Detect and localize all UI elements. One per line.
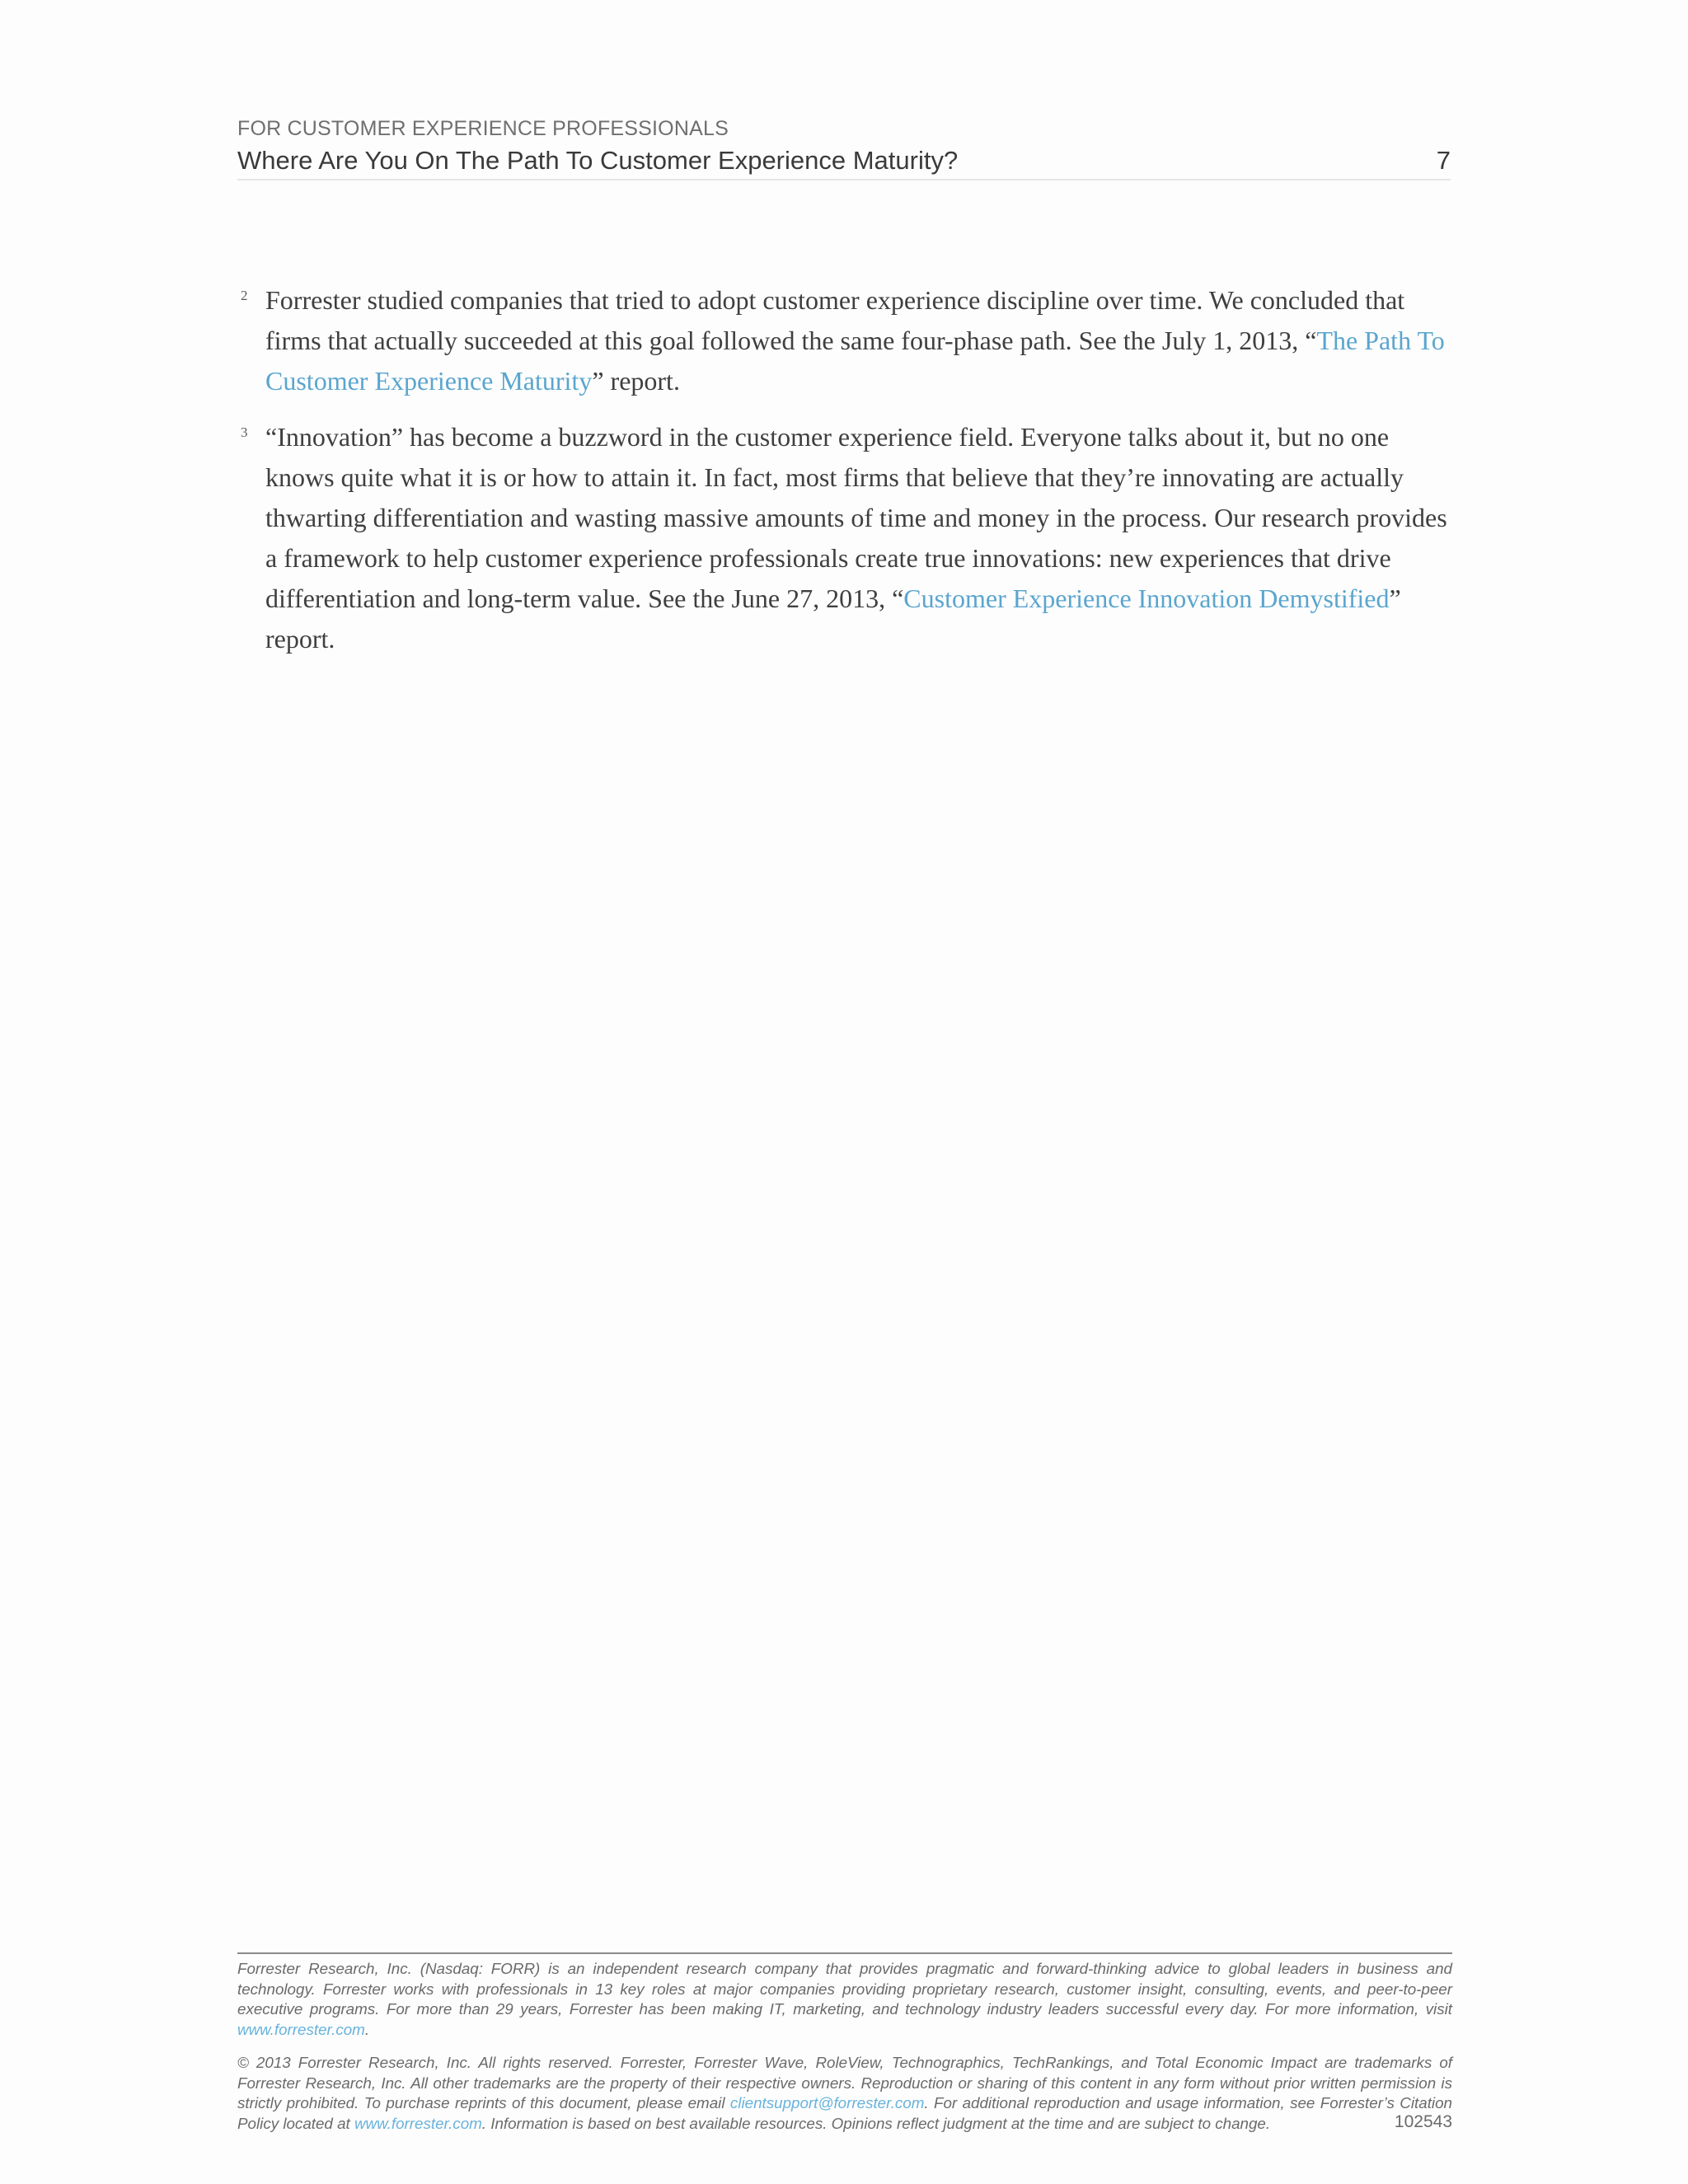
copyright-notice	[237, 2053, 1452, 2134]
title-row	[237, 144, 1451, 180]
copyright-text-end: . Information is based on best available resources. Opinions reflect judgment at the time and are subject to change.	[481, 2114, 1271, 2132]
endnote-text: Forrester studied companies that tried to adopt customer experience discipline over time. We concluded that firms that actually succeeded at this goal followed the same four-phase path. See the July 1, 2013, “	[265, 285, 1405, 355]
document-title: Where Are You On The Path To Customer Experience Maturity?	[237, 146, 959, 175]
report-link-path-to-cx-maturity[interactable]: The Path To Customer Experience Maturity	[265, 326, 1445, 396]
document-id: 102543	[1394, 2111, 1452, 2131]
about-forrester	[237, 1959, 1452, 2040]
copyright-text: © 2013 Forrester Research, Inc. All rights reserved. Forrester, Forrester Wave, RoleView, Technographics, TechRankings, and Total Economic Impact are trademarks of Forrester Research, Inc. All other trademarks are the property of their respective owners. Reproduction or sharing of this content in any form without prior written permission is strictly prohibited. To purchase reprints of this document, please email	[237, 2054, 1452, 2111]
endnote-text: “Innovation” has become a buzzword in the customer experience field. Everyone talks about it, but no one knows quite what it is or how to attain it. In fact, most firms that believe that they’re innovating are actually thwarting differentiation and wasting massive amounts of time and money in the process. Our research provides a framework to help customer experience professionals create true innovations: new experiences that drive differentiation and long-term value. See the June 27, 2013, “	[265, 422, 1447, 613]
about-text: Forrester Research, Inc. (Nasdaq: FORR) is an independent research company that provides pragmatic and forward-thinking advice to global leaders in business and technology. Forrester works with professionals in 13 key roles at major companies providing proprietary research, customer insight, consulting, events, and peer-to-peer executive programs. For more than 29 years, Forrester has been making IT, marketing, and technology industry leaders successful every day. For more information, visit	[237, 1960, 1452, 2018]
copyright-text-cont: . For additional reproduction and usage information, see Forrester’s Citation Policy located at	[237, 2094, 1452, 2132]
report-link-cx-innovation-demystified[interactable]: Customer Experience Innovation Demystified	[903, 583, 1390, 613]
endnote-number: 2	[241, 288, 248, 303]
endnote-2	[237, 280, 1451, 401]
endnote-number: 3	[241, 424, 248, 440]
forrester-website-link[interactable]: www.forrester.com	[237, 2020, 365, 2038]
endnote-3	[237, 417, 1451, 659]
citation-policy-link[interactable]: www.forrester.com	[354, 2114, 482, 2132]
audience-kicker: FOR CUSTOMER EXPERIENCE PROFESSIONALS	[237, 117, 729, 140]
endnote-text-end: ” report.	[592, 366, 680, 396]
endnotes	[237, 280, 1451, 675]
endnote-text-end: ” report.	[265, 583, 1401, 654]
page-number: 7	[1436, 146, 1451, 175]
about-text-end: .	[364, 2020, 370, 2038]
page-footer	[237, 1952, 1452, 2134]
client-support-email-link[interactable]: clientsupport@forrester.com	[729, 2094, 925, 2111]
page-header	[237, 115, 1451, 180]
